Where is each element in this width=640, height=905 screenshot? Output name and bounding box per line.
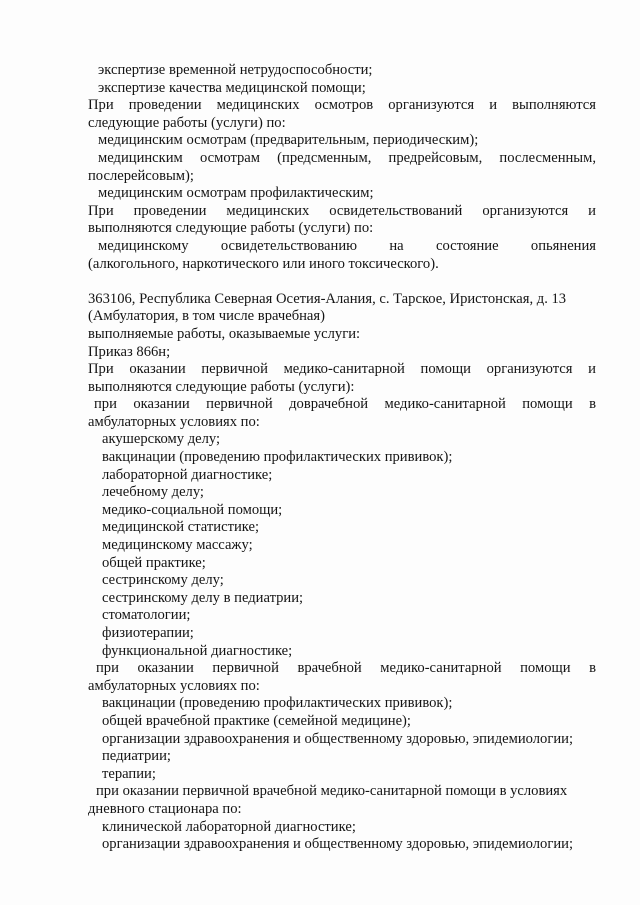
text-line: 363106, Республика Северная Осетия-Алания, с. Тарское, Иристонская, д. 13 bbox=[88, 290, 567, 307]
text-line: выполняемые работы, оказываемые услуги: bbox=[88, 325, 361, 342]
paragraph bbox=[88, 185, 596, 203]
paragraph bbox=[88, 361, 596, 396]
text-line: при оказании первичной доврачебной медико-санитарной помощи в bbox=[94, 396, 596, 413]
paragraph bbox=[88, 238, 596, 273]
paragraph bbox=[88, 572, 596, 590]
text-line: медицинским осмотрам (предварительным, периодическим); bbox=[98, 132, 479, 149]
text-line: при оказании первичной врачебной медико-санитарной помощи в условиях bbox=[96, 783, 568, 800]
text-line: терапии; bbox=[102, 765, 156, 782]
text-line: лечебному делу; bbox=[102, 484, 204, 501]
text-line: послерейсовым); bbox=[88, 167, 194, 184]
paragraph bbox=[88, 97, 596, 132]
text-line: сестринскому делу; bbox=[102, 572, 224, 589]
paragraph bbox=[88, 819, 596, 837]
paragraph bbox=[88, 80, 596, 98]
paragraph bbox=[88, 502, 596, 520]
paragraph bbox=[88, 713, 596, 731]
text-line: медицинским осмотрам профилактическим; bbox=[98, 185, 374, 202]
text-line: общей практике; bbox=[102, 554, 206, 571]
text-line: физиотерапии; bbox=[102, 625, 194, 641]
text-line: акушерскому делу; bbox=[102, 431, 221, 448]
paragraph bbox=[88, 326, 596, 344]
text-line: вакцинации (проведению профилактических прививок); bbox=[102, 695, 453, 712]
text-line: стоматологии; bbox=[102, 607, 191, 624]
text-line: При проведении медицинских осмотров организуются и выполняются bbox=[88, 97, 596, 114]
paragraph bbox=[88, 783, 596, 818]
text-line: медико-социальной помощи; bbox=[102, 501, 283, 518]
paragraph bbox=[88, 150, 596, 185]
paragraph bbox=[88, 695, 596, 713]
paragraph bbox=[88, 607, 596, 625]
text-line: при оказании первичной врачебной медико-санитарной помощи в bbox=[96, 660, 596, 677]
text-line: выполняются следующие работы (услуги): bbox=[88, 378, 355, 395]
text-line: дневного стационара по: bbox=[88, 800, 242, 817]
text-line: экспертизе качества медицинской помощи; bbox=[98, 79, 366, 96]
text-line: лабораторной диагностике; bbox=[102, 466, 273, 483]
text-line: (алкогольного, наркотического или иного токсического). bbox=[88, 255, 439, 272]
paragraph bbox=[88, 766, 596, 784]
text-line: выполняются следующие работы (услуги) по: bbox=[88, 220, 374, 237]
text-line: организации здравоохранения и общественному здоровью, эпидемиологии; bbox=[102, 730, 574, 747]
text-line: медицинскому освидетельствованию на состояние опьянения bbox=[98, 237, 596, 254]
text-line: педиатрии; bbox=[102, 748, 171, 765]
text-line: экспертизе временной нетрудоспособности; bbox=[98, 62, 373, 78]
paragraph bbox=[88, 467, 596, 485]
paragraph bbox=[88, 62, 596, 80]
paragraph bbox=[88, 660, 596, 695]
text-line: амбулаторных условиях по: bbox=[88, 677, 260, 694]
document-body bbox=[88, 62, 596, 854]
paragraph bbox=[88, 291, 596, 326]
text-line: организации здравоохранения и общественному здоровью, эпидемиологии; bbox=[102, 836, 574, 853]
paragraph bbox=[88, 431, 596, 449]
text-line: медицинскому массажу; bbox=[102, 537, 253, 554]
text-line: амбулаторных условиях по: bbox=[88, 413, 260, 430]
text-line: общей врачебной практике (семейной медицине); bbox=[102, 712, 411, 729]
text-line: При оказании первичной медико-санитарной помощи организуются и bbox=[88, 361, 596, 378]
paragraph bbox=[88, 731, 596, 749]
text-line: медицинским осмотрам (предсменным, предрейсовым, послесменным, bbox=[98, 149, 596, 166]
text-line: сестринскому делу в педиатрии; bbox=[102, 589, 304, 606]
text-line: функциональной диагностике; bbox=[102, 642, 293, 659]
paragraph bbox=[88, 748, 596, 766]
paragraph-gap bbox=[88, 273, 596, 291]
paragraph bbox=[88, 449, 596, 467]
paragraph bbox=[88, 643, 596, 661]
text-line: (Амбулатория, в том числе врачебная) bbox=[88, 308, 325, 325]
paragraph bbox=[88, 555, 596, 573]
text-line: медицинской статистике; bbox=[102, 519, 260, 536]
paragraph bbox=[88, 203, 596, 238]
paragraph bbox=[88, 625, 596, 643]
paragraph bbox=[88, 484, 596, 502]
paragraph bbox=[88, 344, 596, 362]
text-line: При проведении медицинских освидетельствований организуются и bbox=[88, 202, 596, 219]
text-line: клинической лабораторной диагностике; bbox=[102, 818, 356, 835]
paragraph bbox=[88, 836, 596, 854]
text-line: следующие работы (услуги) по: bbox=[88, 114, 286, 131]
paragraph bbox=[88, 396, 596, 431]
paragraph bbox=[88, 537, 596, 555]
paragraph bbox=[88, 519, 596, 537]
text-line: Приказ 866н; bbox=[88, 343, 171, 360]
text-line: вакцинации (проведению профилактических прививок); bbox=[102, 449, 453, 466]
paragraph bbox=[88, 590, 596, 608]
paragraph bbox=[88, 132, 596, 150]
